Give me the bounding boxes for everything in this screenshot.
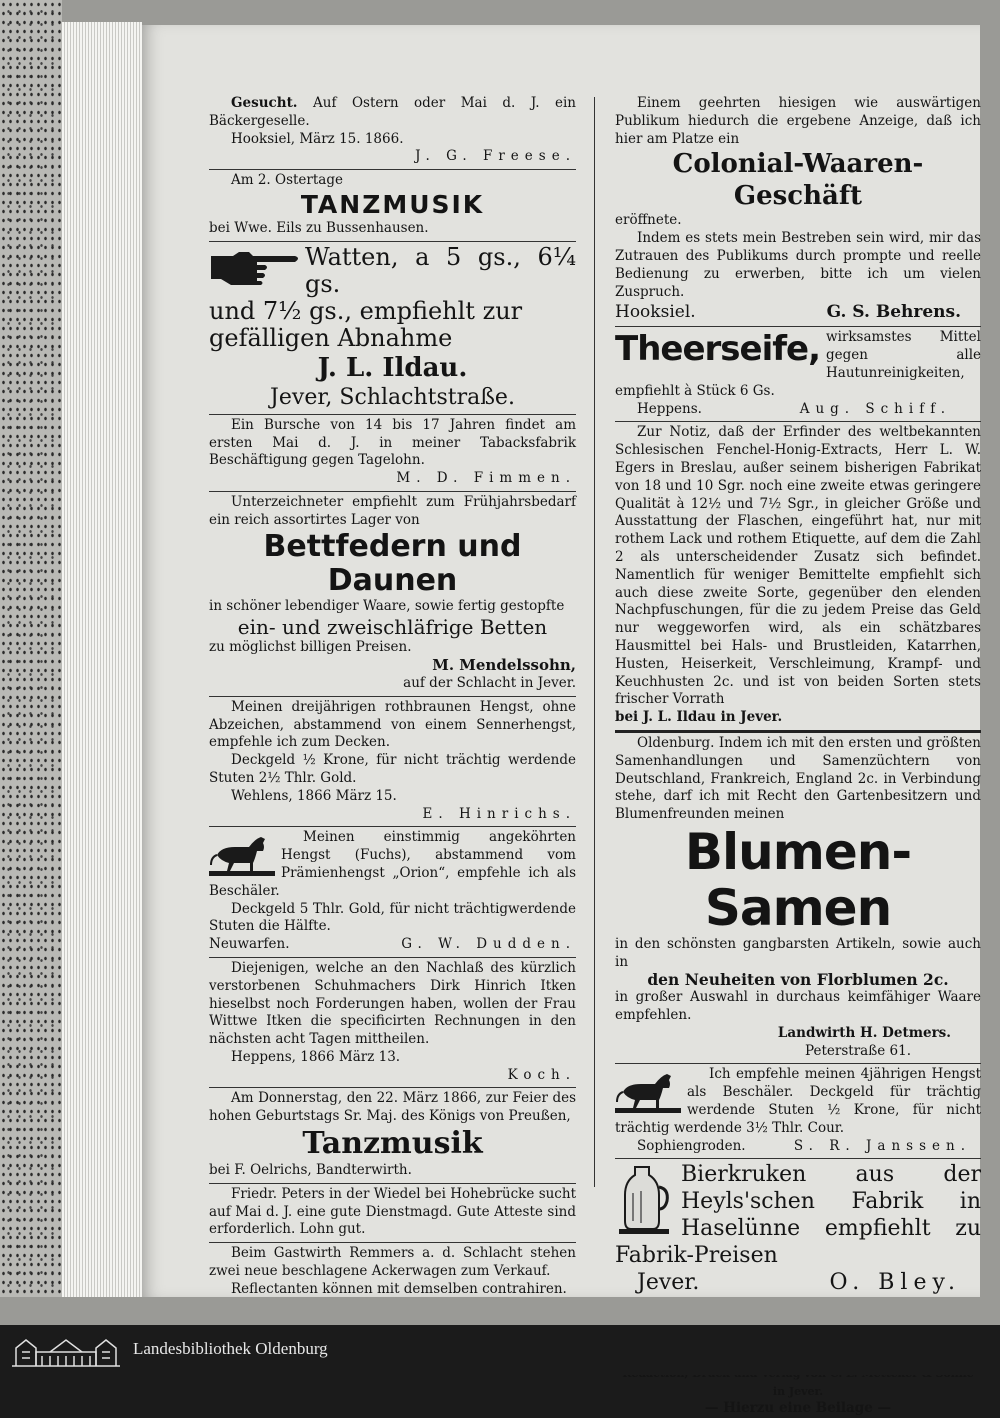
ad-text: zu möglichst billigen Preisen. <box>209 639 412 656</box>
ad-title: Blumen-Samen <box>684 822 912 937</box>
ad-bettfedern <box>209 492 576 697</box>
library-name: Landesbibliothek Oldenburg <box>133 1339 328 1358</box>
ad-signature: G. W. Dudden. <box>401 936 576 953</box>
ad-text: Deckgeld ½ Krone, für nicht trächtig werdende Stuten 2½ Thlr. Gold. <box>209 752 576 786</box>
ad-hengst-janssen <box>615 1064 981 1159</box>
ad-place: Heppens. <box>637 400 702 417</box>
ad-signature: bei J. L. Ildau in Jever. <box>615 709 783 726</box>
ad-signature: Aug. Schiff. <box>799 400 951 417</box>
supplement-note: — Hierzu eine Beilage — <box>704 1400 892 1417</box>
ad-text: Meinen dreijährigen rothbraunen Hengst, ohne Abzeichen, abstammend von einem Sennerhengst, empfehle ich zum Decken. <box>209 698 576 751</box>
ad-bierkruken <box>615 1159 981 1300</box>
ad-name: M. Mendelssohn, <box>432 656 576 675</box>
ad-theerseife <box>615 327 981 422</box>
ad-text: Auf Ostern oder Mai d. J. ein Bäckergeselle. <box>209 95 576 129</box>
ad-text: Deckgeld 5 Thlr. Gold, für nicht trächtigwerdende Stuten die Hälfte. <box>209 900 576 935</box>
horse-icon <box>615 1070 681 1114</box>
ad-text: bei F. Oelrichs, Bandterwirth. <box>209 1162 412 1179</box>
ad-tanzmusik-2 <box>209 1088 576 1183</box>
ad-text: in schöner lebendiger Waare, sowie fertig gestopfte <box>209 597 565 614</box>
ad-title: Theerseife, <box>615 329 821 370</box>
ad-blumen-samen <box>615 733 981 1065</box>
ad-text: bei Wwe. Eils zu Bussenhausen. <box>209 219 429 236</box>
ad-text: Beim Gastwirth Remmers a. d. Schlacht stehen zwei neue beschlagene Ackerwagen zum Verkauf. <box>209 1245 576 1280</box>
ad-signature: E. Hinrichs. <box>422 805 576 822</box>
ad-place: Heppens, 1866 März 13. <box>231 1048 401 1065</box>
pointing-hand-icon <box>209 246 299 286</box>
ad-bursche <box>209 415 576 492</box>
ad-text: eröffnete. <box>615 212 682 229</box>
ad-place: Neuwarfen. <box>209 936 290 953</box>
scan-bottom-margin <box>0 1297 1000 1325</box>
ad-nachlass <box>209 958 576 1089</box>
ad-signature: J. G. Freese. <box>415 148 576 165</box>
ad-text: wirksamstes Mittel gegen alle Hautunreinigkeiten, empfiehlt à Stück 6 Gs. <box>615 329 981 399</box>
left-column <box>209 93 576 1355</box>
ad-signature: O. Bley. <box>829 1270 961 1296</box>
ad-text: Am Donnerstag, den 22. März 1866, zur Feier des hohen Geburtstags Sr. Maj. des Königs von Preußen, <box>209 1090 576 1125</box>
ad-text: Indem es stets mein Bestreben sein wird, mir das Zutrauen des Publikums durch prompte und reelle Bedienung zu erwerben, bitte ich um vielen Zuspruch. <box>615 230 981 300</box>
ad-place: auf der Schlacht in Jever. <box>403 674 576 691</box>
ad-text: gefälligen Abnahme <box>209 323 453 352</box>
ad-text: Ein Bursche von 14 bis 17 Jahren findet am ersten Mai d. J. in meiner Tabacksfabrik Beschäftigung gegen Tagelohn. <box>209 416 576 469</box>
ad-text: Oldenburg. Indem ich mit den ersten und größten Samenhandlungen und Samenzüchtern von Deutschland, Frankreich, England 2c. in Verbindung stehe, darf ich mit Recht den Gartenbesitzern und Blumenfreunden meinen <box>615 734 981 823</box>
ad-dienstmagd <box>209 1184 576 1243</box>
ad-gesucht <box>209 93 576 170</box>
ad-text: Reflectanten können mit demselben contrahiren. <box>231 1280 567 1297</box>
ad-place: Jever. <box>637 1270 700 1296</box>
ad-text: Am 2. Ostertage <box>231 172 343 189</box>
ad-place: Sophiengroden. <box>637 1137 746 1154</box>
ad-place: Peterstraße 61. <box>805 1042 911 1059</box>
ad-name: J. L. Ildau. <box>317 352 468 383</box>
ad-title: TANZMUSIK <box>300 189 485 219</box>
book-cover-edge <box>0 0 62 1325</box>
ad-zur-notiz <box>615 422 981 733</box>
page-edges <box>62 22 142 1297</box>
imprint: in Jever. <box>772 1384 824 1398</box>
ad-signature: S. R. Janssen. <box>793 1137 971 1154</box>
ad-signature: Koch. <box>507 1066 576 1083</box>
column-rule <box>594 97 595 1187</box>
ad-text: Watten, a 5 gs., 6¼ gs. <box>305 242 576 298</box>
ad-text: Unterzeichneter empfiehlt zum Frühjahrsbedarf ein reich assortirtes Lager von <box>209 493 576 528</box>
ad-name: G. S. Behrens. <box>826 302 961 323</box>
ad-place: Hooksiel, März 15. 1866. <box>231 130 404 147</box>
ad-text: Friedr. Peters in der Wiedel bei Hohebrücke sucht auf Mai d. J. eine gute Dienstmagd. Gute Atteste sind erforderlich. Lohn gut. <box>209 1185 576 1238</box>
ad-hengst-hinrichs <box>209 697 576 828</box>
ad-title: Geschäft <box>733 181 863 212</box>
ad-title: Tanzmusik <box>302 1126 483 1162</box>
ad-watten <box>209 242 576 415</box>
ad-text: Einem geehrten hiesigen wie auswärtigen Publikum hiedurch die ergebene Anzeige, daß ich hier am Platze ein <box>615 95 981 147</box>
ad-title: Bettfedern und Daunen <box>263 528 522 598</box>
ad-colonial <box>615 93 981 327</box>
ad-name: Landwirth H. Detmers. <box>777 1024 951 1041</box>
ad-place: Wehlens, 1866 März 15. <box>231 787 397 804</box>
ad-signature: M. D. Fimmen. <box>396 470 576 487</box>
horse-icon <box>209 833 275 877</box>
beer-jug-icon <box>615 1163 673 1235</box>
ad-text: und 7½ gs., empfiehlt zur <box>209 296 523 325</box>
ad-bold-text: den Neuheiten von Florblumen 2c. <box>647 970 949 990</box>
ad-text: Ich empfehle meinen 4jährigen Hengst als Beschäler. Deckgeld für trächtig werdende Stuten ½ Krone, für nicht trächtig werdende 3½ Thlr. Cour. <box>615 1066 981 1136</box>
ad-text: Meinen einstimmig angeköhrten Hengst (Fuchs), abstammend vom Prämienhengst „Orion“, empfehle ich als Beschäler. <box>209 829 576 899</box>
ad-text: Diejenigen, welche an den Nachlaß des kürzlich verstorbenen Schuhmachers Dirk Hinrich Itken hieselbst noch Forderungen haben, wollen der Frau Wittwe Itken die specificirten Rechnungen in den nächsten acht Tagen mittheilen. <box>209 959 576 1048</box>
right-column <box>615 93 981 1418</box>
ad-place: Jever, Schlachtstraße. <box>270 384 515 410</box>
ad-place: Hooksiel. <box>615 302 696 323</box>
ad-text: Bierkruken aus der Heyls'schen Fabrik in Haselünne empfiehlt zu Fabrik-Preisen <box>615 1162 981 1269</box>
ad-title: Colonial-Waaren- <box>672 149 924 180</box>
library-footer <box>0 1325 1000 1375</box>
ad-text: in den schönsten gangbarsten Artikeln, sowie auch in <box>615 935 981 970</box>
ad-title: ein- und zweischläfrige Betten <box>237 615 548 640</box>
ad-heading: Gesucht. <box>231 95 298 111</box>
library-building-icon <box>10 1332 122 1368</box>
ad-text: in großer Auswahl in durchaus keimfähiger Waare empfehlen. <box>615 989 981 1024</box>
ad-tanzmusik-1 <box>209 170 576 242</box>
ad-hengst-dudden <box>209 827 576 958</box>
ad-text: Zur Notiz, daß der Erfinder des weltbekannten Schlesischen Fenchel-Honig-Extracts, Herr L. W. Egers in Breslau, außer seinem bisherigen Fabrikat von 18 und 10 Sgr. noch eine zweite etwas geringere Qualität à 12½ und 7½ Sgr., in gleicher Größe und Ausstattung der Flaschen, eingeführt hat, nur mit rothem Lack und rothem Etiquette, auf dem die Zahl 2 als unterscheidender Zusatz sich befindet. Namentlich für weniger Bemittelte empfiehlt sich auch diese zweite Sorte, gegenüber den elenden Nachpfuschungen, für die zu jedem Preise das Geld nur weggeworfen wird, als ein schätzbares Hausmittel bei Hals- und Brustleiden, Katarrhen, Husten, Heiserkeit, Verschleimung, Krampf- und Keuchhusten 2c. und ist von beiden Sorten stets frischer Vorrath <box>615 424 981 708</box>
